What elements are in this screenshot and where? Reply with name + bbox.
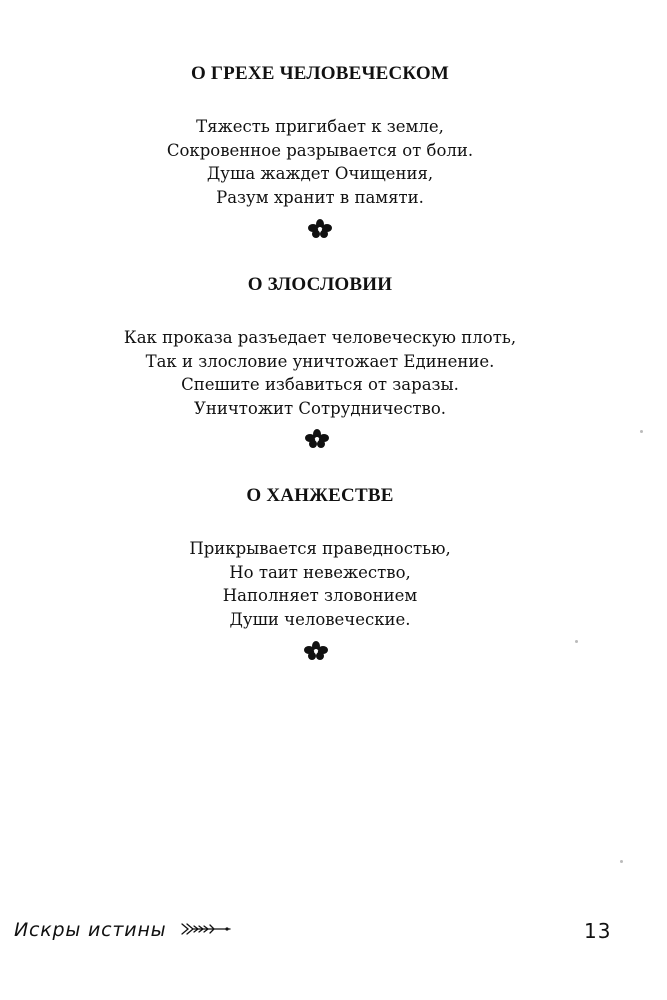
flower-ornament-icon bbox=[302, 640, 330, 662]
verse-line: Разум хранит в памяти. bbox=[216, 187, 424, 207]
section-heading: О ГРЕХЕ ЧЕЛОВЕЧЕСКОМ bbox=[190, 63, 450, 84]
verse-line: Тяжесть пригибает к земле, bbox=[196, 117, 444, 136]
scan-speck bbox=[640, 430, 643, 433]
verse-block bbox=[0, 115, 640, 209]
poem-section-sin bbox=[0, 62, 640, 209]
section-heading: О ЗЛОСЛОВИИ bbox=[247, 274, 393, 295]
verse-line: Так и злословие уничтожает Единение. bbox=[145, 351, 495, 371]
verse-line: Души человеческие. bbox=[229, 609, 411, 629]
flower-ornament-icon bbox=[306, 218, 334, 240]
poem-section-hypocrisy bbox=[0, 484, 640, 631]
verse-line: Прикрывается праведностью, bbox=[189, 539, 451, 558]
verse-line: Наполняет зловонием bbox=[222, 586, 418, 605]
verse-line: Уничтожит Сотрудничество. bbox=[193, 398, 447, 418]
verse-block bbox=[0, 326, 640, 420]
section-heading: О ХАНЖЕСТВЕ bbox=[246, 485, 394, 506]
verse-line: Но таит невежество, bbox=[229, 562, 411, 582]
arrow-flourish-icon bbox=[180, 921, 232, 937]
poem-section-slander bbox=[0, 273, 640, 420]
verse-line: Душа жаждет Очищения, bbox=[206, 164, 434, 183]
verse-block bbox=[0, 537, 640, 631]
page-number: 13 bbox=[584, 919, 612, 943]
verse-line: Сокровенное разрывается от боли. bbox=[166, 140, 474, 160]
scan-speck bbox=[620, 860, 623, 863]
verse-line: Спешите избавиться от заразы. bbox=[181, 375, 459, 394]
running-footer-title: Искры истины bbox=[14, 919, 167, 941]
flower-ornament-icon bbox=[303, 428, 331, 450]
scan-speck bbox=[575, 640, 578, 643]
verse-line: Как проказа разъедает человеческую плоть, bbox=[123, 328, 517, 347]
